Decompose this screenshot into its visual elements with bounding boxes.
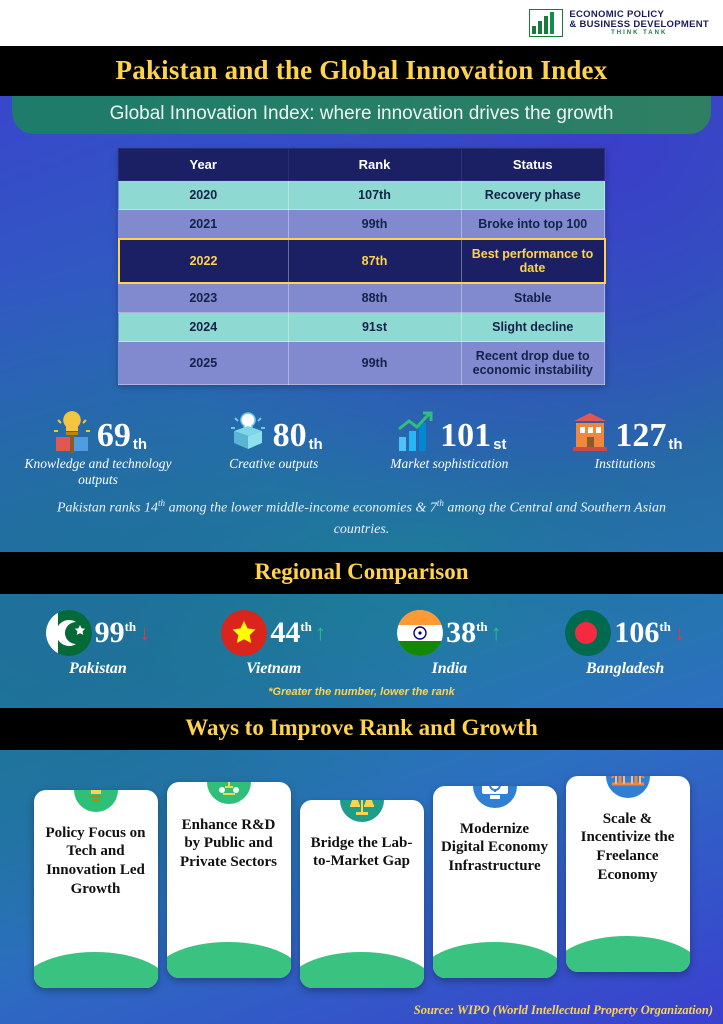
table-row-highlighted (119, 239, 605, 283)
table-header-year: Year (119, 149, 289, 181)
table-row (119, 210, 605, 240)
card-text: Bridge the Lab-to-Market Gap (310, 834, 413, 870)
improvement-card-lab-to-market (300, 800, 424, 988)
logo-text (569, 10, 709, 36)
pakistan-flag-icon (46, 610, 92, 656)
trend-down-icon: ↓ (673, 619, 685, 645)
metric-value: 101 (440, 417, 492, 454)
rank-history-table (118, 148, 606, 385)
metric-suffix: th (308, 436, 323, 453)
country-bangladesh (545, 608, 705, 678)
cell-status: Stable (461, 283, 605, 313)
cell-year: 2024 (119, 313, 289, 342)
computer-cloud-icon (469, 786, 521, 812)
metric-value: 69 (96, 417, 131, 454)
idea-box-icon (225, 407, 271, 453)
cell-rank: 87th (288, 239, 461, 283)
title-bar (0, 46, 723, 96)
cell-year: 2023 (119, 283, 289, 313)
cell-year: 2021 (119, 210, 289, 240)
cell-rank: 88th (288, 283, 461, 313)
logo-line-1: ECONOMIC POLICY (569, 8, 665, 20)
country-pakistan (18, 608, 178, 678)
ways-to-improve-heading: Ways to Improve Rank and Growth (0, 708, 723, 750)
page-subtitle: Global Innovation Index: where innovation drives the growth (12, 96, 711, 134)
cell-status: Broke into top 100 (461, 210, 605, 240)
table-row (119, 313, 605, 342)
logo-line-2: & BUSINESS DEVELOPMENT (569, 18, 709, 30)
country-rank: 44th (270, 615, 312, 649)
metric-market-sophistication (369, 397, 529, 487)
cell-year: 2025 (119, 342, 289, 385)
metric-institutions (545, 397, 705, 487)
trend-down-icon: ↓ (139, 619, 151, 645)
note-part-3: among the Central and Southern Asian countries. (333, 500, 667, 537)
organization-logo (529, 9, 709, 37)
metric-suffix: th (668, 436, 683, 453)
improvement-card-digital-infrastructure (433, 786, 557, 978)
logo-line-3: THINK TANK (611, 29, 668, 36)
subtitle-wrap (0, 96, 723, 134)
ranking-note (0, 487, 723, 552)
metric-suffix: st (493, 436, 507, 453)
improvement-card-enhance-rnd (167, 782, 291, 978)
country-name: India (431, 659, 468, 677)
metric-knowledge-technology-outputs (18, 397, 178, 487)
country-name: Bangladesh (586, 659, 665, 677)
institution-building-icon (567, 407, 613, 453)
country-rank: 38th (446, 615, 488, 649)
table-row (119, 283, 605, 313)
cell-rank: 99th (288, 210, 461, 240)
cell-status: Best performance to date (461, 239, 605, 283)
trend-up-icon: ↑ (490, 619, 502, 645)
note-part-1: Pakistan ranks 14 (56, 500, 159, 516)
cell-status: Recent drop due to economic instability (461, 342, 605, 385)
india-flag-icon (397, 610, 443, 656)
table-header-status: Status (461, 149, 605, 181)
vietnam-flag-icon (221, 610, 267, 656)
source-label: Source: WIPO (World Intellectual Property Organization) (413, 1003, 713, 1017)
balance-scale-icon (336, 800, 388, 826)
card-text: Policy Focus on Tech and Innovation Led Growth (45, 824, 146, 897)
cell-status: Slight decline (461, 313, 605, 342)
note-part-2: among the lower middle-income economies & 7 (165, 500, 437, 516)
card-text: Enhance R&D by Public and Private Sectors (179, 816, 278, 871)
card-text: Scale & Incentivize the Freelance Economy (580, 810, 675, 883)
country-india (369, 608, 529, 678)
growth-chart-icon (392, 407, 438, 453)
table-row (119, 342, 605, 385)
metric-value: 80 (272, 417, 307, 454)
country-rank: 106th (614, 615, 671, 649)
improvement-card-policy-focus (34, 790, 158, 988)
metric-label: Creative outputs (229, 456, 319, 471)
page-header (0, 0, 723, 46)
page-title: Pakistan and the Global Innovation Index (115, 55, 608, 85)
cell-year: 2022 (119, 239, 289, 283)
country-rank: 99th (94, 615, 137, 649)
metric-label: Knowledge and technology outputs (24, 456, 172, 487)
regional-comparison-row (0, 594, 723, 678)
cell-rank: 99th (288, 342, 461, 385)
improvement-card-freelance-economy (566, 776, 690, 972)
metric-creative-outputs (194, 397, 354, 487)
cell-year: 2020 (119, 181, 289, 210)
metric-row (0, 385, 723, 487)
metric-suffix: th (132, 436, 148, 453)
research-microscope-icon (203, 782, 255, 808)
country-name: Vietnam (246, 659, 302, 677)
table-header-row (119, 149, 605, 181)
lightbulb-book-icon (49, 407, 95, 453)
table-header-rank: Rank (288, 149, 461, 181)
regional-comparison-heading: Regional Comparison (0, 552, 723, 594)
country-name: Pakistan (68, 659, 127, 677)
bridge-icon (602, 776, 654, 802)
regional-footnote: *Greater the number, lower the rank (268, 685, 455, 698)
country-vietnam (194, 608, 354, 678)
lightbulb-gear-icon (70, 790, 122, 816)
note-sup-1: th (158, 498, 166, 509)
card-text: Modernize Digital Economy Infrastructure (440, 820, 549, 875)
bangladesh-flag-icon (565, 610, 611, 656)
bar-chart-logo-icon (529, 9, 563, 37)
improvement-cards (0, 750, 723, 988)
metric-label: Institutions (594, 456, 656, 471)
cell-rank: 91st (288, 313, 461, 342)
table-row (119, 181, 605, 210)
metric-label: Market sophistication (390, 456, 509, 471)
cell-rank: 107th (288, 181, 461, 210)
cell-status: Recovery phase (461, 181, 605, 210)
note-sup-2: th (436, 498, 444, 509)
trend-up-icon: ↑ (314, 619, 326, 645)
metric-value: 127 (615, 417, 667, 454)
